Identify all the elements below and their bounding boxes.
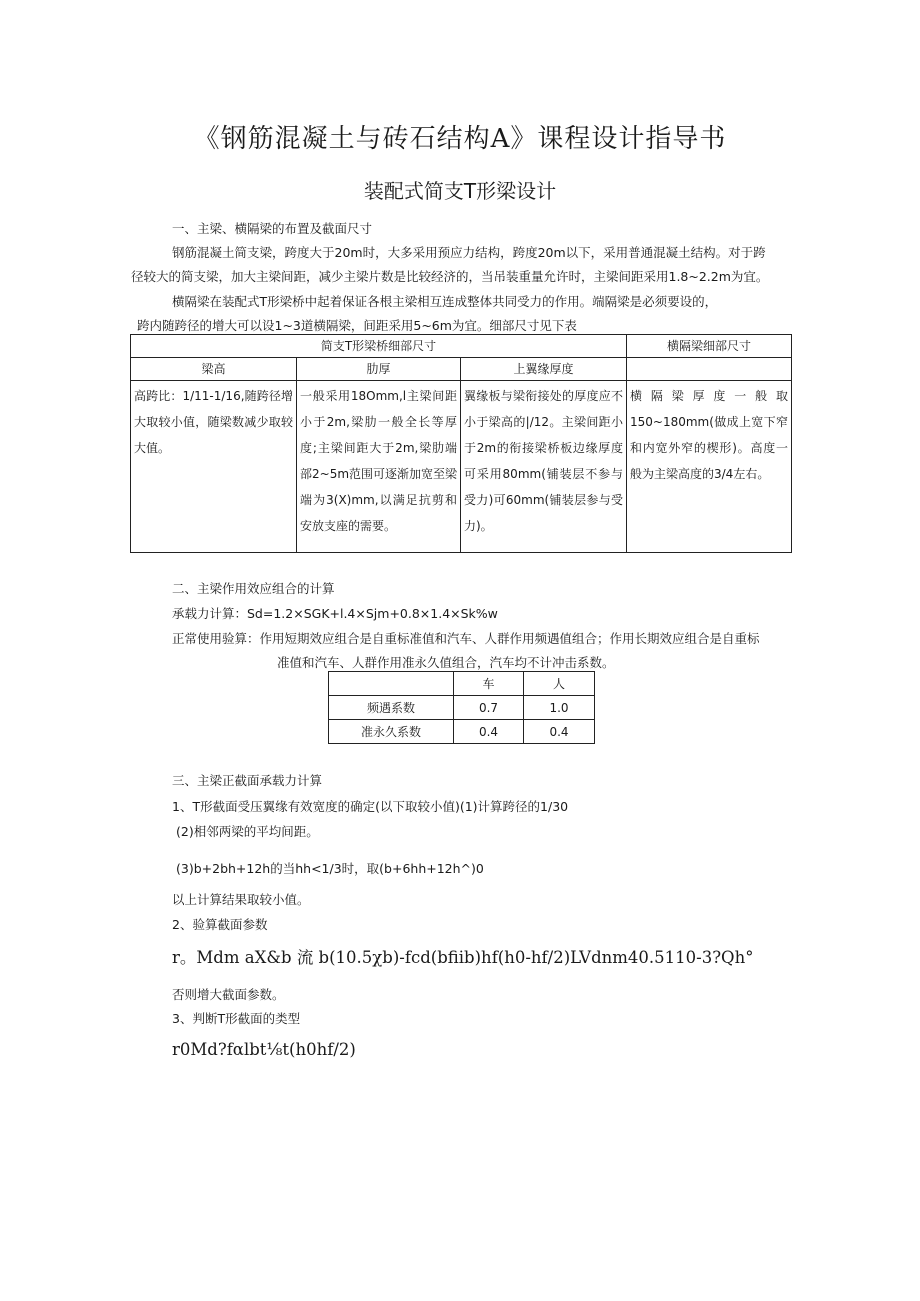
col-header-height: 梁高 xyxy=(131,358,297,381)
section1-p2-line1: 横隔梁在装配式T形梁桥中起着保证各根主梁相互连成整体共同受力的作用。端隔梁是必须要设的， xyxy=(172,294,718,309)
section3-item1: 1、T形截面受压翼缘有效宽度的确定(以下取较小值)(1)计算跨径的1/30 xyxy=(172,799,569,814)
coef-head-car: 车 xyxy=(454,672,524,696)
section2-line2: 正常使用验算：作用短期效应组合是自重标准值和汽车、人群作用频遇值组合；作用长期效应组合是自重标 xyxy=(172,631,760,646)
beam-dimension-table xyxy=(130,334,792,553)
group-header-main: 简支T形梁桥细部尺寸 xyxy=(131,335,627,358)
section2-line1: 承载力计算：Sd=1.2×SGK+l.4×Sjm+0.8×1.4×Sk%w xyxy=(172,606,498,621)
section3-item3: 3、判断T形截面的类型 xyxy=(172,1011,301,1026)
coefficient-table xyxy=(328,671,595,744)
section1-p1-line1: 钢筋混凝土简支梁，跨度大于20m时，大多采用预应力结构，跨度20m以下，采用普通混凝土结构。对于跨 xyxy=(172,245,766,260)
coef-row-car: 0.7 xyxy=(454,696,524,720)
formula-t-section-type: r0Md?fαlbt⅛t(h0hf/2) xyxy=(172,1040,356,1059)
section3-item1-4: 以上计算结果取较小值。 xyxy=(172,892,310,907)
col-header-empty xyxy=(627,358,792,381)
coef-corner xyxy=(329,672,454,696)
coef-row-car: 0.4 xyxy=(454,720,524,744)
cell-beam-height: 高跨比：1/11-1/16,随跨径增大取较小值，随梁数减少取较大值。 xyxy=(131,381,297,553)
coef-row-person: 1.0 xyxy=(524,696,595,720)
section1-p2-line2: 跨内随跨径的增大可以设1~3道横隔梁，间距采用5~6m为宜。细部尺寸见下表 xyxy=(137,318,577,333)
section3-note2: 否则增大截面参数。 xyxy=(172,987,285,1002)
cell-rib-thickness: 一般采用18Omm,l主梁间距小于2m,梁肋一般全长等厚度;主梁间距大于2m,梁肋端部2~5m范围可逐渐加宽至梁端为3(X)mm,以满足抗剪和安放支座的需要。 xyxy=(297,381,461,553)
section2-heading: 二、主梁作用效应组合的计算 xyxy=(172,581,335,596)
col-header-flange: 上翼缘厚度 xyxy=(461,358,627,381)
coef-row-label: 频遇系数 xyxy=(329,696,454,720)
document-title: 《钢筋混凝土与砖石结构A》课程设计指导书 xyxy=(193,124,727,154)
col-header-rib: 肋厚 xyxy=(297,358,461,381)
section1-heading: 一、主梁、横隔梁的布置及截面尺寸 xyxy=(172,221,373,236)
section3-item1-2: (2)相邻两梁的平均间距。 xyxy=(176,824,319,839)
section1-p1-line2: 径较大的简支梁，加大主梁间距，减少主梁片数是比较经济的，当吊装重量允许时，主梁间距采用1.8~2.2m为宜。 xyxy=(131,269,769,284)
formula-section-check: r。Mdm aX&b 流 b(10.5χb)-fcd(bfiib)hf(h0-hf/2)LVdnm40.5110-3?Qh° xyxy=(172,948,754,967)
coef-row-label: 准永久系数 xyxy=(329,720,454,744)
group-header-cross: 横隔梁细部尺寸 xyxy=(627,335,792,358)
cell-flange-thickness: 翼缘板与梁衔接处的厚度应不小于梁高的|/12。主梁间距小于2m的衔接梁桥板边缘厚度可采用80mm(铺装层不参与受力)可60mm(铺装层参与受力)。 xyxy=(461,381,627,553)
section3-item1-3: (3)b+2bh+12h的当hh<1/3时，取(b+6hh+12h^)0 xyxy=(176,861,484,876)
section3-item2: 2、验算截面参数 xyxy=(172,917,268,932)
coef-row-person: 0.4 xyxy=(524,720,595,744)
section3-heading: 三、主梁正截面承载力计算 xyxy=(172,773,323,788)
cell-cross-beam: 横隔梁厚度一般取150~180mm(做成上宽下窄和内宽外窄的楔形)。高度一般为主梁高度的3/4左右。 xyxy=(627,381,792,553)
document-subtitle: 装配式简支T形梁设计 xyxy=(363,179,557,203)
coef-head-person: 人 xyxy=(524,672,595,696)
section2-line3: 准值和汽车、人群作用准永久值组合，汽车均不计冲击系数。 xyxy=(277,655,615,670)
